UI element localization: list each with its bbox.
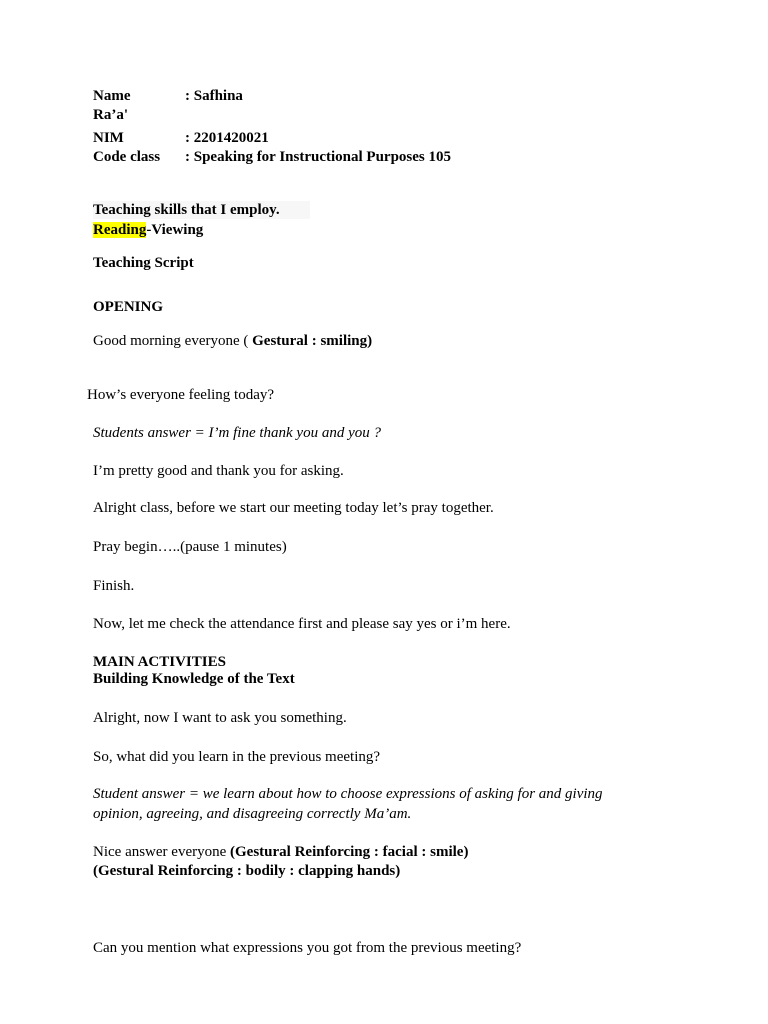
attendance-line: Now, let me check the attendance first and please say yes or i’m here. xyxy=(93,616,511,632)
previous-meeting-question: So, what did you learn in the previous meeting? xyxy=(93,749,381,765)
pray-intro: Alright class, before we start our meeting today let’s pray together. xyxy=(93,500,494,516)
students-answer: Students answer = I’m fine thank you and you ? xyxy=(93,425,381,441)
gesture-facial: (Gestural Reinforcing : facial : smile) xyxy=(230,844,469,860)
ask-line: Alright, now I want to ask you something. xyxy=(93,710,347,726)
mention-expressions: Can you mention what expressions you got from the previous meeting? xyxy=(93,940,522,956)
viewing-text: -Viewing xyxy=(146,222,204,238)
name-label: Name xyxy=(93,88,131,104)
code-class-value: : Speaking for Instructional Purposes 105 xyxy=(185,149,452,165)
finish-line: Finish. xyxy=(93,578,135,594)
building-knowledge-subheading: Building Knowledge of the Text xyxy=(93,671,295,687)
reading-highlight: Reading xyxy=(93,222,147,238)
gesture-bodily: (Gestural Reinforcing : bodily : clapping hands) xyxy=(93,863,401,879)
feeling-question: How’s everyone feeling today? xyxy=(87,387,275,403)
student-answer-line-1: Student answer = we learn about how to choose expressions of asking for and giving xyxy=(93,786,603,802)
student-answer-line-2: opinion, agreeing, and disagreeing correctly Ma’am. xyxy=(93,806,412,822)
greeting-gesture: Gestural : smiling) xyxy=(252,333,373,349)
teaching-script-title: Teaching Script xyxy=(93,255,194,271)
nice-answer-line xyxy=(93,843,468,861)
name-row xyxy=(93,87,243,105)
greeting-line xyxy=(93,332,372,350)
pray-begin: Pray begin…..(pause 1 minutes) xyxy=(93,539,287,555)
code-class-label: Code class xyxy=(93,149,161,165)
skills-reading-viewing xyxy=(93,221,203,239)
teaching-skills-heading: Teaching skills that I employ. xyxy=(93,201,310,219)
name-continuation: Ra’a' xyxy=(93,107,128,123)
main-activities-heading: MAIN ACTIVITIES xyxy=(93,654,226,670)
opening-heading: OPENING xyxy=(93,299,164,315)
greeting-text: Good morning everyone ( xyxy=(93,333,253,349)
name-value: : Safhina xyxy=(185,88,243,104)
nim-value: : 2201420021 xyxy=(185,130,269,146)
code-class-row xyxy=(93,148,451,166)
nim-label: NIM xyxy=(93,130,124,146)
nim-row xyxy=(93,129,269,147)
teacher-reply: I’m pretty good and thank you for asking. xyxy=(93,463,344,479)
nice-answer-text: Nice answer everyone xyxy=(93,844,231,860)
